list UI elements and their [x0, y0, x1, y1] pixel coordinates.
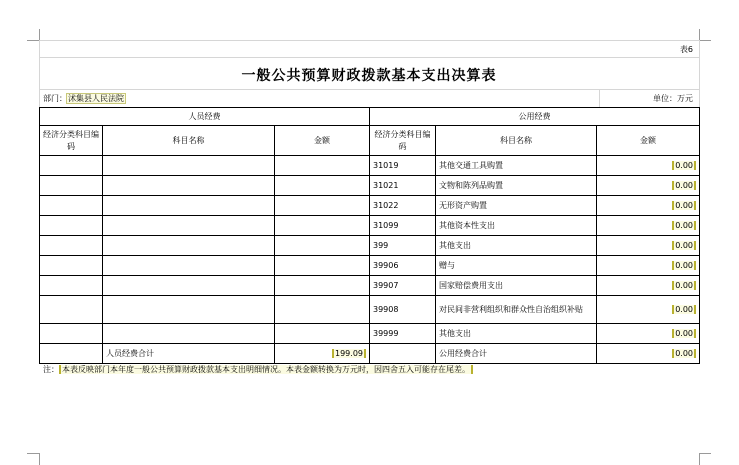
column-header-code: 经济分类科目编码 [40, 126, 103, 156]
crop-mark [39, 29, 40, 40]
totals-row [40, 344, 700, 364]
gridline [39, 89, 699, 90]
table-row [40, 296, 700, 324]
unit-label: 单位：万元 [653, 94, 693, 103]
crop-mark [699, 453, 700, 465]
column-header-name: 科目名称 [436, 126, 597, 156]
row-amount: 0.00 [672, 329, 696, 338]
table-row [40, 256, 700, 276]
row-amount: 0.00 [672, 181, 696, 190]
row-amount-cell [597, 296, 700, 324]
footnote [43, 364, 473, 375]
row-amount-cell [597, 176, 700, 196]
public-total-cell [597, 344, 700, 364]
crop-mark [27, 453, 39, 454]
row-name: 无形资产购置 [436, 196, 597, 216]
row-code: 39906 [370, 256, 436, 276]
gridline [599, 89, 600, 107]
row-name: 其他支出 [436, 324, 597, 344]
personnel-total-label: 人员经费合计 [103, 344, 275, 364]
department-name: 沭集县人民法院 [68, 94, 124, 103]
gridline [39, 40, 699, 41]
row-name: 其他交通工具购置 [436, 156, 597, 176]
row-name: 对民间非营利组织和群众性自治组织补贴 [436, 296, 597, 324]
table-header-group-row [40, 108, 700, 126]
footnote-text: 本表反映部门本年度一般公共预算财政拨款基本支出明细情况。本表金额转换为万元时，因四舍五入可能存在尾差。 [59, 365, 473, 374]
row-amount-cell [597, 256, 700, 276]
table-row [40, 216, 700, 236]
row-amount: 0.00 [672, 281, 696, 290]
page-title: 一般公共预算财政拨款基本支出决算表 [241, 68, 497, 84]
row-name: 其他支出 [436, 236, 597, 256]
row-code: 39908 [370, 296, 436, 324]
row-amount: 0.00 [672, 305, 696, 314]
personnel-total-cell [275, 344, 370, 364]
row-name: 其他资本性支出 [436, 216, 597, 236]
row-code: 31021 [370, 176, 436, 196]
column-header-code: 经济分类科目编码 [370, 126, 436, 156]
row-amount-cell [597, 324, 700, 344]
crop-mark [699, 453, 711, 454]
department-line [43, 93, 125, 104]
row-code: 39999 [370, 324, 436, 344]
crop-mark [699, 29, 700, 40]
table-row [40, 324, 700, 344]
row-name: 赠与 [436, 256, 597, 276]
table-number: 表6 [679, 45, 693, 54]
row-code: 399 [370, 236, 436, 256]
public-header: 公用经费 [370, 108, 700, 126]
table-row [40, 276, 700, 296]
row-amount-cell [597, 156, 700, 176]
row-code: 39907 [370, 276, 436, 296]
crop-mark [699, 40, 711, 41]
row-code: 31019 [370, 156, 436, 176]
gridline [699, 40, 700, 107]
row-amount: 0.00 [672, 201, 696, 210]
column-header-amount: 金额 [597, 126, 700, 156]
public-total-amount: 0.00 [672, 349, 696, 358]
row-code: 31022 [370, 196, 436, 216]
row-name: 文物和陈列品购置 [436, 176, 597, 196]
row-amount-cell [597, 216, 700, 236]
row-amount: 0.00 [672, 241, 696, 250]
department-label: 部门： [43, 94, 67, 103]
table-column-header-row [40, 126, 700, 156]
column-header-name: 科目名称 [103, 126, 275, 156]
row-amount: 0.00 [672, 161, 696, 170]
table-row [40, 196, 700, 216]
crop-mark [27, 40, 39, 41]
column-header-amount: 金额 [275, 126, 370, 156]
personnel-total-amount: 199.09 [332, 349, 366, 358]
row-amount-cell [597, 196, 700, 216]
gridline [39, 57, 699, 58]
row-amount-cell [597, 236, 700, 256]
row-name: 国家赔偿费用支出 [436, 276, 597, 296]
row-code: 31099 [370, 216, 436, 236]
expenditure-table [39, 107, 700, 364]
personnel-header: 人员经费 [40, 108, 370, 126]
row-amount: 0.00 [672, 261, 696, 270]
table-row [40, 236, 700, 256]
footnote-label: 注： [43, 365, 59, 374]
row-amount-cell [597, 276, 700, 296]
crop-mark [39, 453, 40, 465]
table-row [40, 176, 700, 196]
row-amount: 0.00 [672, 221, 696, 230]
table-row [40, 156, 700, 176]
public-total-label: 公用经费合计 [436, 344, 597, 364]
